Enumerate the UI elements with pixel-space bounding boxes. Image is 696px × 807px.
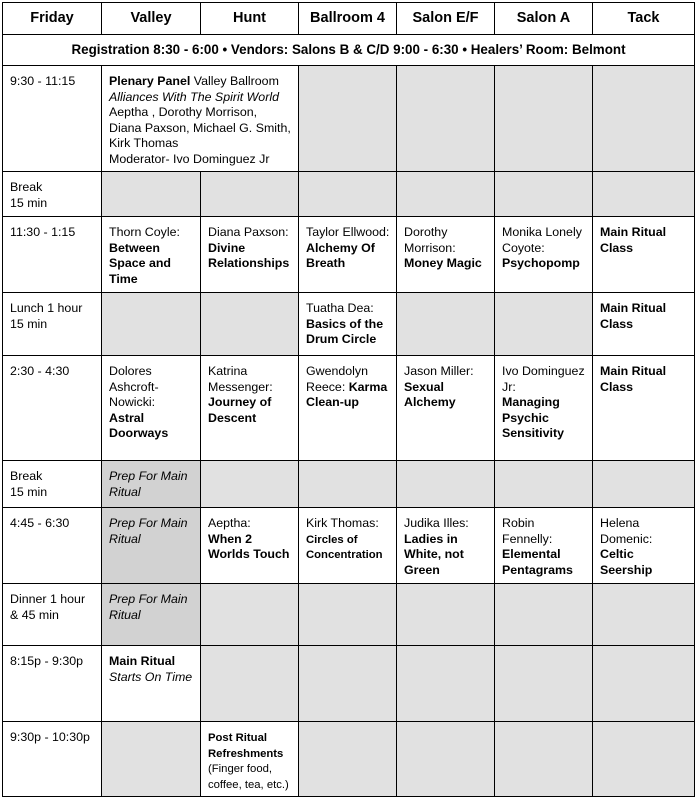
empty-cell <box>495 66 593 172</box>
empty-cell <box>397 293 495 356</box>
header-salon-a: Salon A <box>495 3 593 35</box>
session-cell: Jason Miller: Sexual Alchemy <box>397 356 495 461</box>
time-cell: 2:30 - 4:30 <box>3 356 102 461</box>
empty-cell <box>102 172 201 217</box>
session-cell: Diana Paxson: Divine Relationships <box>201 217 299 293</box>
empty-cell <box>495 461 593 508</box>
time-cell: 9:30 - 11:15 <box>3 66 102 172</box>
prep-cell: Prep For Main Ritual <box>102 461 201 508</box>
empty-cell <box>299 172 397 217</box>
empty-cell <box>397 461 495 508</box>
registration-banner: Registration 8:30 - 6:00 • Vendors: Salons B & C/D 9:00 - 6:30 • Healers’ Room: Belmont <box>3 35 695 66</box>
plenary-moderator: Moderator- Ivo Dominguez Jr <box>109 151 270 166</box>
header-salon-ef: Salon E/F <box>397 3 495 35</box>
table-row <box>3 646 695 722</box>
empty-cell <box>495 646 593 722</box>
empty-cell <box>299 646 397 722</box>
header-tack: Tack <box>593 3 695 35</box>
empty-cell <box>495 172 593 217</box>
empty-cell <box>201 584 299 646</box>
table-row <box>3 217 695 293</box>
empty-cell <box>201 646 299 722</box>
session-cell: Main Ritual Class <box>593 293 695 356</box>
empty-cell <box>593 722 695 797</box>
header-hunt: Hunt <box>201 3 299 35</box>
empty-cell <box>201 293 299 356</box>
plenary-panel-cell <box>102 66 299 172</box>
header-row <box>3 3 695 35</box>
empty-cell <box>593 172 695 217</box>
prep-cell: Prep For Main Ritual <box>102 508 201 584</box>
session-cell: Katrina Messenger: Journey of Descent <box>201 356 299 461</box>
plenary-people: Aeptha , Dorothy Morrison, Diana Paxson, Michael G. Smith, Kirk Thomas <box>109 105 291 150</box>
table-row <box>3 356 695 461</box>
empty-cell <box>397 584 495 646</box>
session-cell: Judika Illes: Ladies in White, not Green <box>397 508 495 584</box>
time-cell: 9:30p - 10:30p <box>3 722 102 797</box>
table-row <box>3 461 695 508</box>
session-cell: Helena Domenic: Celtic Seership <box>593 508 695 584</box>
time-cell: Lunch 1 hour 15 min <box>3 293 102 356</box>
session-cell: Robin Fennelly: Elemental Pentagrams <box>495 508 593 584</box>
header-ballroom4: Ballroom 4 <box>299 3 397 35</box>
schedule-table <box>2 2 695 797</box>
session-cell: Monika Lonely Coyote: Psychopomp <box>495 217 593 293</box>
empty-cell <box>593 461 695 508</box>
plenary-title: Plenary Panel <box>109 74 191 88</box>
table-row <box>3 722 695 797</box>
prep-cell: Prep For Main Ritual <box>102 584 201 646</box>
session-cell: Dorothy Morrison: Money Magic <box>397 217 495 293</box>
table-row <box>3 172 695 217</box>
session-cell: Main Ritual Class <box>593 356 695 461</box>
session-cell: Thorn Coyle: Between Space and Time <box>102 217 201 293</box>
table-row <box>3 508 695 584</box>
session-cell: Aeptha: When 2 Worlds Touch <box>201 508 299 584</box>
time-cell: 11:30 - 1:15 <box>3 217 102 293</box>
empty-cell <box>495 584 593 646</box>
header-valley: Valley <box>102 3 201 35</box>
empty-cell <box>593 646 695 722</box>
table-row <box>3 66 695 172</box>
time-cell: Dinner 1 hour & 45 min <box>3 584 102 646</box>
session-cell: Kirk Thomas: Circles of Concentration <box>299 508 397 584</box>
session-cell: Taylor Ellwood: Alchemy Of Breath <box>299 217 397 293</box>
empty-cell <box>102 722 201 797</box>
plenary-subtitle: Alliances With The Spirit World <box>109 89 279 104</box>
time-cell: Break 15 min <box>3 172 102 217</box>
empty-cell <box>397 172 495 217</box>
empty-cell <box>102 293 201 356</box>
time-cell: Break 15 min <box>3 461 102 508</box>
session-cell: Ivo Dominguez Jr: Managing Psychic Sensitivity <box>495 356 593 461</box>
empty-cell <box>299 722 397 797</box>
time-cell: 8:15p - 9:30p <box>3 646 102 722</box>
table-row <box>3 293 695 356</box>
empty-cell <box>201 172 299 217</box>
header-friday: Friday <box>3 3 102 35</box>
empty-cell <box>495 293 593 356</box>
empty-cell <box>299 461 397 508</box>
plenary-location: Valley Ballroom <box>190 74 279 88</box>
empty-cell <box>593 66 695 172</box>
empty-cell <box>593 584 695 646</box>
time-cell: 4:45 - 6:30 <box>3 508 102 584</box>
empty-cell <box>397 646 495 722</box>
empty-cell <box>495 722 593 797</box>
empty-cell <box>397 66 495 172</box>
table-row <box>3 584 695 646</box>
session-cell: Gwendolyn Reece: Karma Clean-up <box>299 356 397 461</box>
session-cell: Tuatha Dea: Basics of the Drum Circle <box>299 293 397 356</box>
empty-cell <box>397 722 495 797</box>
registration-row <box>3 35 695 66</box>
post-ritual-cell: Post Ritual Refreshments (Finger food, coffee, tea, etc.) <box>201 722 299 797</box>
session-cell: Dolores Ashcroft-Nowicki: Astral Doorways <box>102 356 201 461</box>
session-cell: Main Ritual Class <box>593 217 695 293</box>
empty-cell <box>201 461 299 508</box>
main-ritual-cell: Main Ritual Starts On Time <box>102 646 201 722</box>
empty-cell <box>299 66 397 172</box>
empty-cell <box>299 584 397 646</box>
